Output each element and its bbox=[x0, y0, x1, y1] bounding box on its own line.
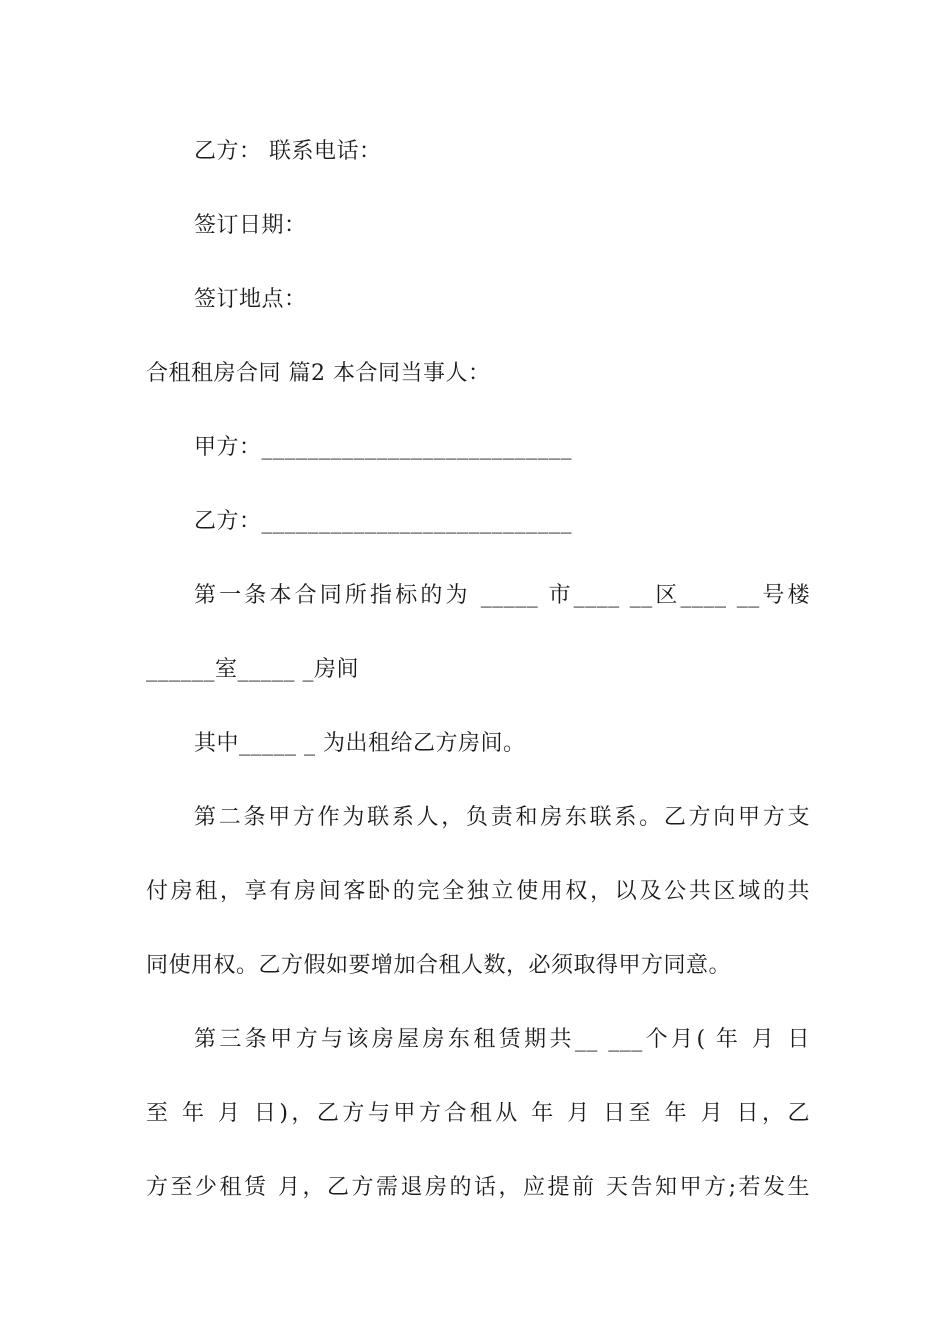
article-3-line-2: 至 年 月 日)，乙方与甲方合租从 年 月 日至 年 月 日，乙 bbox=[146, 1101, 810, 1126]
section-heading-line: 合租租房合同 篇2 本合同当事人： bbox=[146, 361, 491, 386]
signing-date-line: 签订日期： bbox=[194, 213, 307, 238]
party-a-line: 甲方：___________________________ bbox=[194, 435, 573, 460]
article-1-line-1: 第一条本合同所指标的为 _____ 市____ __区____ __号楼 bbox=[194, 583, 810, 608]
article-3-line-3: 方至少租赁 月，乙方需退房的话，应提前 天告知甲方;若发生 bbox=[146, 1175, 810, 1200]
party-b-contact-line: 乙方： 联系电话： bbox=[194, 139, 382, 164]
article-1-line-2: ______室_____ _房间 bbox=[146, 657, 359, 682]
article-1-line-3: 其中_____ _ 为出租给乙方房间。 bbox=[194, 731, 526, 756]
article-2-line-1: 第二条甲方作为联系人，负责和房东联系。乙方向甲方支 bbox=[194, 805, 810, 830]
article-2-line-3: 同使用权。乙方假如要增加合租人数，必须取得甲方同意。 bbox=[146, 953, 732, 978]
signing-place-line: 签订地点： bbox=[194, 287, 307, 312]
article-2-line-2: 付房租，享有房间客卧的完全独立使用权，以及公共区域的共 bbox=[146, 879, 810, 904]
party-b-line: 乙方：___________________________ bbox=[194, 509, 573, 534]
article-3-line-1: 第三条甲方与该房屋房东租赁期共__ ___个月( 年 月 日 bbox=[194, 1027, 810, 1052]
